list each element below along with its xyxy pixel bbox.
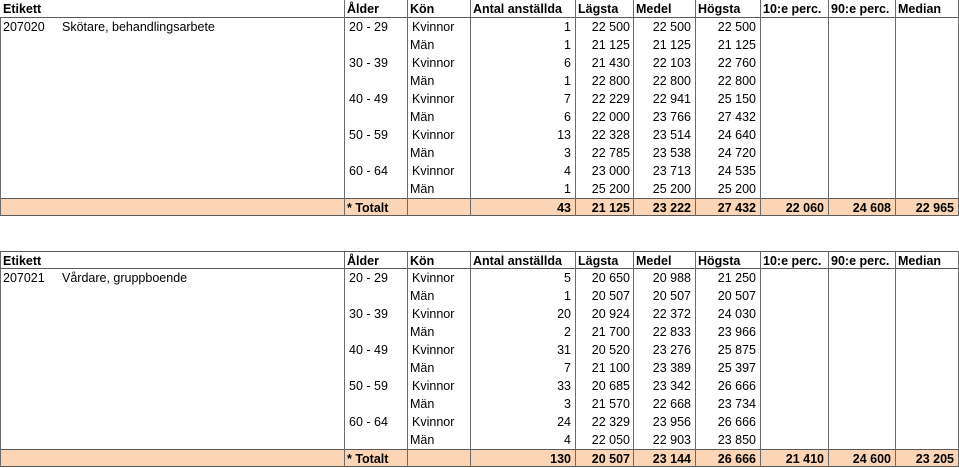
- table-row: [0, 287, 959, 305]
- header-alder: Ålder: [347, 2, 379, 16]
- sex: Män: [410, 38, 435, 52]
- header-medel: Medel: [636, 2, 672, 16]
- employee-count: 4: [564, 164, 571, 178]
- mean-salary: 23 538: [652, 146, 691, 160]
- column-divider: [695, 251, 696, 467]
- age-group: 30 - 39: [349, 56, 388, 70]
- header-lagsta: Lägsta: [578, 2, 619, 16]
- mean-salary: 23 389: [652, 361, 691, 375]
- header-p10: 10:e perc.: [763, 2, 822, 16]
- total-lowest: 21 125: [591, 201, 630, 215]
- column-divider: [828, 0, 829, 216]
- table-row: [0, 341, 959, 359]
- table-row: [0, 108, 959, 126]
- total-row: [0, 198, 959, 216]
- employee-count: 2: [564, 325, 571, 339]
- mean-salary: 23 766: [652, 110, 691, 124]
- sex: Kvinnor: [412, 56, 455, 70]
- header-antal: Antal anställda: [473, 254, 562, 268]
- mean-salary: 20 988: [652, 271, 691, 285]
- employee-count: 3: [564, 397, 571, 411]
- sex: Män: [410, 182, 435, 196]
- mean-salary: 23 514: [652, 128, 691, 142]
- total-p10: 22 060: [785, 201, 824, 215]
- employee-count: 1: [564, 182, 571, 196]
- sex: Män: [410, 361, 435, 375]
- sex: Män: [410, 146, 435, 160]
- sex: Kvinnor: [412, 379, 455, 393]
- table-row: [0, 395, 959, 413]
- highest-salary: 24 535: [717, 164, 756, 178]
- table-header-row: [0, 0, 959, 18]
- mean-salary: 22 103: [652, 56, 691, 70]
- lowest-salary: 21 430: [591, 56, 630, 70]
- age-group: 60 - 64: [349, 415, 388, 429]
- mean-salary: 23 713: [652, 164, 691, 178]
- mean-salary: 23 276: [652, 343, 691, 357]
- table-row: [0, 359, 959, 377]
- table-row: [0, 126, 959, 144]
- age-group: 40 - 49: [349, 343, 388, 357]
- highest-salary: 27 432: [717, 110, 756, 124]
- sex: Kvinnor: [412, 128, 455, 142]
- age-group: 40 - 49: [349, 92, 388, 106]
- occupation-code: 207020: [3, 20, 45, 34]
- lowest-salary: 20 507: [591, 289, 630, 303]
- highest-salary: 23 966: [717, 325, 756, 339]
- age-group: 50 - 59: [349, 379, 388, 393]
- highest-salary: 20 507: [717, 289, 756, 303]
- salary-table-1: [0, 0, 959, 216]
- occupation-code: 207021: [3, 271, 45, 285]
- employee-count: 33: [557, 379, 571, 393]
- table-header-row: [0, 251, 959, 269]
- header-p90: 90:e perc.: [831, 254, 890, 268]
- mean-salary: 22 668: [652, 397, 691, 411]
- highest-salary: 22 800: [717, 74, 756, 88]
- table-row: [0, 180, 959, 198]
- column-divider: [828, 251, 829, 467]
- age-group: 20 - 29: [349, 20, 388, 34]
- column-divider: [407, 251, 408, 467]
- employee-count: 1: [564, 74, 571, 88]
- table-row: [0, 144, 959, 162]
- employee-count: 7: [564, 361, 571, 375]
- total-count: 43: [557, 201, 571, 215]
- age-group: 20 - 29: [349, 271, 388, 285]
- lowest-salary: 20 685: [591, 379, 630, 393]
- sex: Kvinnor: [412, 20, 455, 34]
- header-hogsta: Högsta: [698, 254, 741, 268]
- column-divider: [575, 0, 576, 216]
- employee-count: 13: [557, 128, 571, 142]
- lowest-salary: 25 200: [591, 182, 630, 196]
- table-row: [0, 18, 959, 36]
- lowest-salary: 20 924: [591, 307, 630, 321]
- lowest-salary: 22 000: [591, 110, 630, 124]
- column-divider: [895, 0, 896, 216]
- highest-salary: 23 734: [717, 397, 756, 411]
- column-divider: [470, 251, 471, 467]
- total-mean: 23 222: [652, 201, 691, 215]
- highest-salary: 25 150: [717, 92, 756, 106]
- occupation-title: Skötare, behandlingsarbete: [62, 20, 215, 34]
- employee-count: 31: [557, 343, 571, 357]
- column-divider: [344, 0, 345, 216]
- column-divider: [0, 18, 1, 216]
- age-group: 60 - 64: [349, 164, 388, 178]
- age-group: 50 - 59: [349, 128, 388, 142]
- total-p90: 24 608: [852, 201, 891, 215]
- sex: Kvinnor: [412, 92, 455, 106]
- highest-salary: 21 250: [717, 271, 756, 285]
- total-label: * Totalt: [347, 201, 389, 215]
- sex: Män: [410, 74, 435, 88]
- employee-count: 3: [564, 146, 571, 160]
- lowest-salary: 22 785: [591, 146, 630, 160]
- lowest-salary: 22 500: [591, 20, 630, 34]
- lowest-salary: 22 328: [591, 128, 630, 142]
- mean-salary: 25 200: [652, 182, 691, 196]
- highest-salary: 24 720: [717, 146, 756, 160]
- total-p90: 24 600: [852, 452, 891, 466]
- mean-salary: 21 125: [652, 38, 691, 52]
- total-row: [0, 449, 959, 467]
- mean-salary: 22 800: [652, 74, 691, 88]
- total-highest: 26 666: [717, 452, 756, 466]
- table-row: [0, 377, 959, 395]
- lowest-salary: 21 125: [591, 38, 630, 52]
- highest-salary: 25 200: [717, 182, 756, 196]
- total-median: 23 205: [915, 452, 954, 466]
- sex: Kvinnor: [412, 164, 455, 178]
- mean-salary: 22 500: [652, 20, 691, 34]
- sex: Män: [410, 110, 435, 124]
- total-count: 130: [550, 452, 571, 466]
- header-lagsta: Lägsta: [578, 254, 619, 268]
- employee-count: 1: [564, 38, 571, 52]
- table-row: [0, 90, 959, 108]
- employee-count: 1: [564, 289, 571, 303]
- lowest-salary: 20 520: [591, 343, 630, 357]
- highest-salary: 21 125: [717, 38, 756, 52]
- highest-salary: 26 666: [717, 379, 756, 393]
- table-row: [0, 413, 959, 431]
- sex: Kvinnor: [412, 343, 455, 357]
- mean-salary: 22 372: [652, 307, 691, 321]
- total-highest: 27 432: [717, 201, 756, 215]
- table-row: [0, 72, 959, 90]
- sex: Kvinnor: [412, 307, 455, 321]
- lowest-salary: 22 329: [591, 415, 630, 429]
- total-label: * Totalt: [347, 452, 389, 466]
- employee-count: 24: [557, 415, 571, 429]
- column-divider: [760, 251, 761, 467]
- highest-salary: 25 397: [717, 361, 756, 375]
- column-divider: [470, 0, 471, 216]
- highest-salary: 26 666: [717, 415, 756, 429]
- mean-salary: 23 342: [652, 379, 691, 393]
- header-p10: 10:e perc.: [763, 254, 822, 268]
- age-group: 30 - 39: [349, 307, 388, 321]
- occupation-title: Vårdare, gruppboende: [62, 271, 188, 285]
- header-p90: 90:e perc.: [831, 2, 890, 16]
- lowest-salary: 20 650: [591, 271, 630, 285]
- employee-count: 6: [564, 110, 571, 124]
- total-median: 22 965: [915, 201, 954, 215]
- total-p10: 21 410: [785, 452, 824, 466]
- lowest-salary: 22 800: [591, 74, 630, 88]
- sex: Män: [410, 397, 435, 411]
- employee-count: 4: [564, 433, 571, 447]
- mean-salary: 22 941: [652, 92, 691, 106]
- header-medel: Medel: [636, 254, 672, 268]
- header-etikett: Etikett: [3, 2, 42, 16]
- lowest-salary: 22 050: [591, 433, 630, 447]
- mean-salary: 22 833: [652, 325, 691, 339]
- highest-salary: 23 850: [717, 433, 756, 447]
- table-row: [0, 162, 959, 180]
- highest-salary: 25 875: [717, 343, 756, 357]
- sex: Män: [410, 325, 435, 339]
- sex: Kvinnor: [412, 415, 455, 429]
- mean-salary: 20 507: [652, 289, 691, 303]
- sex: Kvinnor: [412, 271, 455, 285]
- column-divider: [344, 251, 345, 467]
- highest-salary: 22 760: [717, 56, 756, 70]
- column-divider: [575, 251, 576, 467]
- header-kon: Kön: [410, 2, 435, 16]
- sex: Män: [410, 433, 435, 447]
- table-row: [0, 431, 959, 449]
- header-hogsta: Högsta: [698, 2, 741, 16]
- mean-salary: 23 956: [652, 415, 691, 429]
- employee-count: 5: [564, 271, 571, 285]
- mean-salary: 22 903: [652, 433, 691, 447]
- employee-count: 20: [557, 307, 571, 321]
- column-divider: [760, 0, 761, 216]
- table-row: [0, 269, 959, 287]
- salary-table-2: [0, 251, 959, 467]
- highest-salary: 22 500: [717, 20, 756, 34]
- header-kon: Kön: [410, 254, 435, 268]
- lowest-salary: 21 570: [591, 397, 630, 411]
- sex: Män: [410, 289, 435, 303]
- table-row: [0, 323, 959, 341]
- column-divider: [633, 0, 634, 216]
- column-divider: [895, 251, 896, 467]
- header-alder: Ålder: [347, 254, 379, 268]
- total-lowest: 20 507: [591, 452, 630, 466]
- header-antal: Antal anställda: [473, 2, 562, 16]
- total-mean: 23 144: [652, 452, 691, 466]
- highest-salary: 24 030: [717, 307, 756, 321]
- table-row: [0, 54, 959, 72]
- lowest-salary: 22 229: [591, 92, 630, 106]
- column-divider: [633, 251, 634, 467]
- column-divider: [695, 0, 696, 216]
- lowest-salary: 21 700: [591, 325, 630, 339]
- lowest-salary: 23 000: [591, 164, 630, 178]
- column-divider: [0, 251, 1, 467]
- column-divider: [407, 0, 408, 216]
- employee-count: 7: [564, 92, 571, 106]
- employee-count: 6: [564, 56, 571, 70]
- highest-salary: 24 640: [717, 128, 756, 142]
- header-median: Median: [898, 2, 942, 16]
- table-row: [0, 305, 959, 323]
- table-row: [0, 36, 959, 54]
- lowest-salary: 21 100: [591, 361, 630, 375]
- header-median: Median: [898, 254, 942, 268]
- header-etikett: Etikett: [3, 254, 42, 268]
- employee-count: 1: [564, 20, 571, 34]
